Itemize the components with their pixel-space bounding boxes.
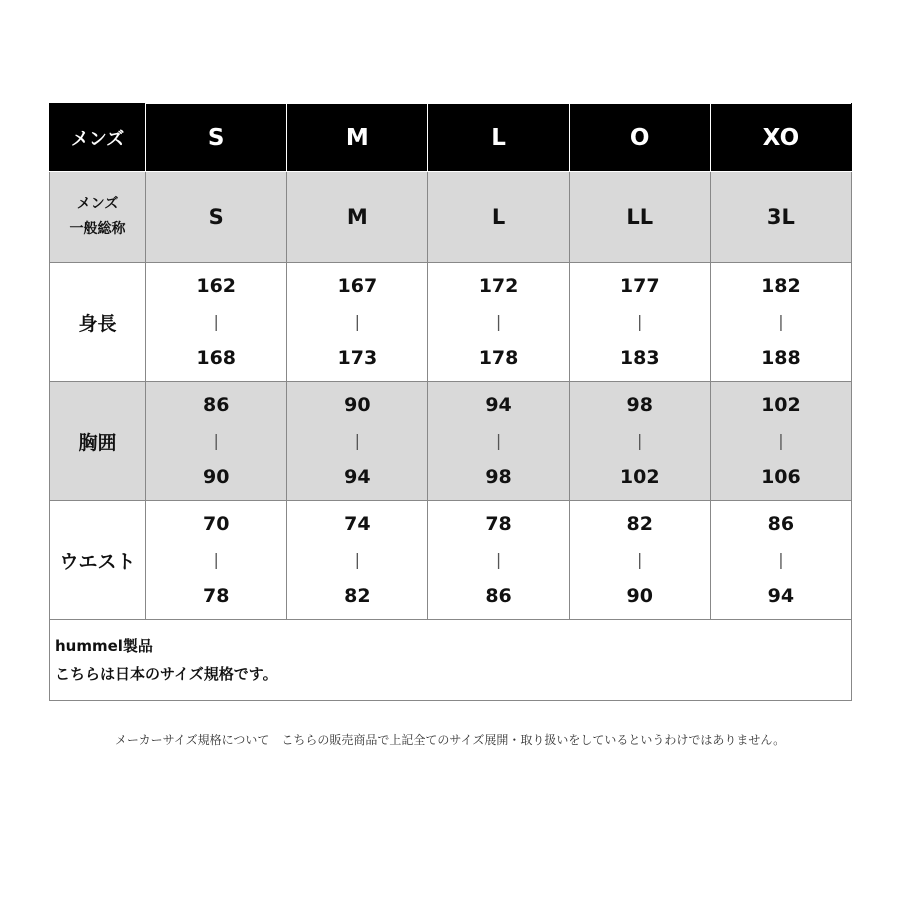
range-to: 178 xyxy=(478,347,519,369)
range-separator: | xyxy=(495,550,502,569)
range-from: 70 xyxy=(202,513,230,535)
range-to: 173 xyxy=(337,347,378,369)
header-size: S xyxy=(146,104,287,172)
header-size: L xyxy=(428,104,569,172)
general-label-line2: 一般総称 xyxy=(69,221,126,237)
note-standard: こちらは日本のサイズ規格です。 xyxy=(55,665,278,683)
waist-row xyxy=(50,501,852,620)
general-size: L xyxy=(428,172,569,263)
range-to: 102 xyxy=(619,466,660,488)
waist-label: ウエスト xyxy=(50,501,146,620)
note-row xyxy=(50,620,852,701)
range-from: 172 xyxy=(478,275,519,297)
range-separator: | xyxy=(213,550,219,569)
range-to: 94 xyxy=(344,466,371,488)
general-label xyxy=(50,172,146,263)
waist-cell xyxy=(146,501,287,620)
range-separator: | xyxy=(637,312,643,331)
header-size: XO xyxy=(710,104,851,172)
general-size: M xyxy=(287,172,428,263)
range-to: 90 xyxy=(626,585,653,607)
height-cell xyxy=(428,263,569,382)
height-label: 身長 xyxy=(50,263,146,382)
range-to: 168 xyxy=(196,347,237,369)
range-from: 74 xyxy=(344,513,371,535)
height-row xyxy=(50,263,852,382)
note-brand: hummel製品 xyxy=(55,637,153,655)
header-size: O xyxy=(569,104,710,172)
general-size: LL xyxy=(569,172,710,263)
range-separator: | xyxy=(637,550,643,569)
range-from: 167 xyxy=(337,275,378,297)
range-from: 78 xyxy=(485,513,512,535)
range-separator: | xyxy=(778,431,784,450)
chest-cell xyxy=(287,382,428,501)
range-from: 86 xyxy=(767,513,795,535)
range-separator: | xyxy=(354,550,361,569)
range-to: 98 xyxy=(485,466,512,488)
range-separator: | xyxy=(778,312,784,331)
height-cell xyxy=(146,263,287,382)
general-size: 3L xyxy=(710,172,851,263)
range-from: 182 xyxy=(761,275,801,297)
header-row xyxy=(50,104,852,172)
range-from: 98 xyxy=(626,394,653,416)
waist-cell xyxy=(569,501,710,620)
range-separator: | xyxy=(354,312,361,331)
range-separator: | xyxy=(495,431,502,450)
general-label-line1: メンズ xyxy=(76,196,119,212)
header-size: M xyxy=(287,104,428,172)
footer-disclaimer: メーカーサイズ規格について こちらの販売商品で上記全てのサイズ展開・取り扱いをしているというわけではありません。 xyxy=(114,733,786,747)
waist-cell xyxy=(287,501,428,620)
chest-row xyxy=(50,382,852,501)
range-from: 102 xyxy=(761,394,801,416)
general-size: S xyxy=(146,172,287,263)
range-to: 183 xyxy=(619,347,660,369)
chest-cell xyxy=(428,382,569,501)
range-from: 177 xyxy=(619,275,660,297)
range-to: 106 xyxy=(761,466,801,488)
range-separator: | xyxy=(637,431,643,450)
range-separator: | xyxy=(213,312,219,331)
chest-label: 胸囲 xyxy=(50,382,146,501)
range-to: 90 xyxy=(202,466,230,488)
range-to: 86 xyxy=(485,585,512,607)
general-size-row xyxy=(50,172,852,263)
header-label: メンズ xyxy=(50,104,146,172)
range-from: 94 xyxy=(485,394,512,416)
range-separator: | xyxy=(778,550,784,569)
range-to: 82 xyxy=(344,585,371,607)
height-cell xyxy=(569,263,710,382)
chest-cell xyxy=(710,382,851,501)
waist-cell xyxy=(710,501,851,620)
range-from: 86 xyxy=(202,394,230,416)
size-chart-table xyxy=(49,103,852,701)
range-to: 78 xyxy=(202,585,230,607)
range-to: 94 xyxy=(767,585,795,607)
waist-cell xyxy=(428,501,569,620)
range-separator: | xyxy=(213,431,219,450)
range-from: 90 xyxy=(344,394,371,416)
range-to: 188 xyxy=(761,347,801,369)
chest-cell xyxy=(569,382,710,501)
range-from: 162 xyxy=(196,275,237,297)
note-cell xyxy=(50,620,852,701)
range-separator: | xyxy=(354,431,361,450)
height-cell xyxy=(287,263,428,382)
range-from: 82 xyxy=(626,513,653,535)
range-separator: | xyxy=(495,312,502,331)
chest-cell xyxy=(146,382,287,501)
height-cell xyxy=(710,263,851,382)
